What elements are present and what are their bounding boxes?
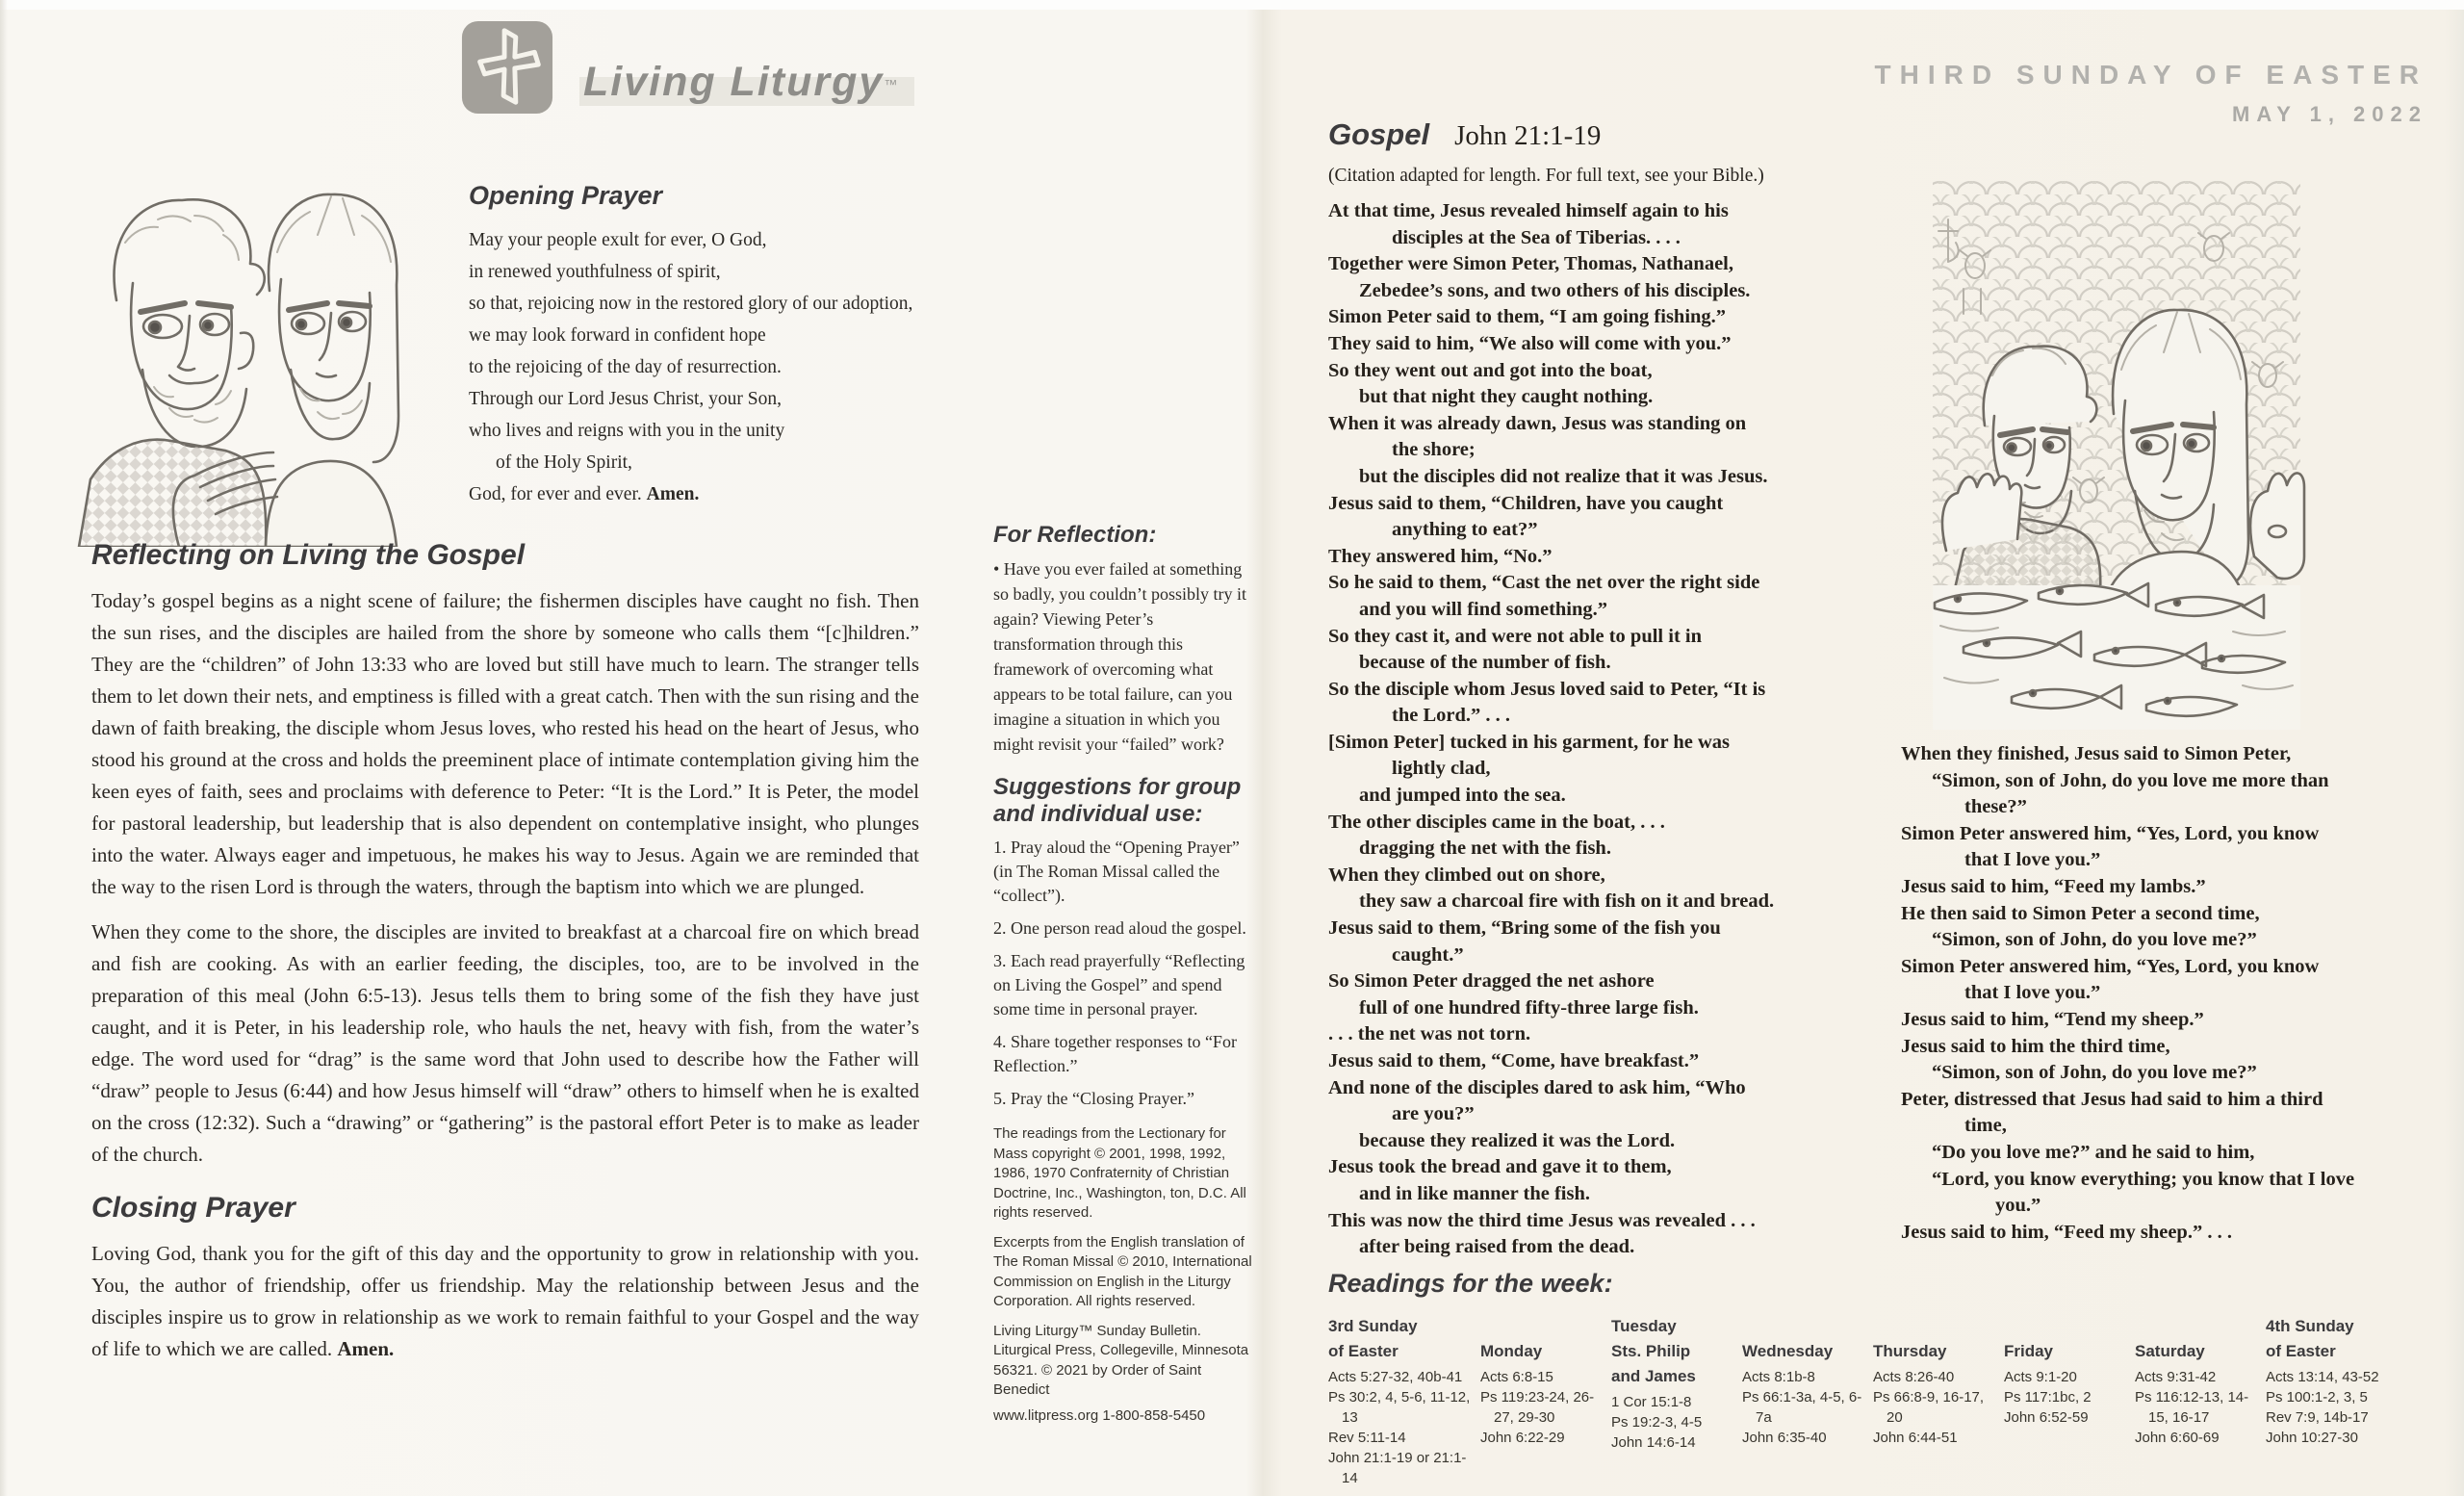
readings-column: [1742, 1314, 1865, 1448]
gline: “Lord, you know everything; you know that I love: [1932, 1168, 2355, 1190]
scripture-reference: Ps 100:1-2, 3, 5: [2266, 1389, 2368, 1406]
gline: Jesus said to him the third time,: [1901, 1035, 2170, 1057]
gline: caught.”: [1392, 943, 1464, 966]
suggestions-list: [993, 836, 1255, 1111]
readings-column: [1611, 1314, 1734, 1453]
readings-day-title: Friday: [2004, 1342, 2054, 1360]
gospel-heading-row: [1328, 117, 1891, 152]
gline: lightly clad,: [1392, 758, 1491, 780]
opening-prayer-heading: Opening Prayer: [469, 181, 663, 210]
gline: Jesus said to him, “Feed my lambs.”: [1901, 875, 2206, 897]
left-main-column: [91, 539, 919, 1379]
readings-columns: [1328, 1314, 2430, 1488]
scripture-reference: Acts 9:1-20: [2004, 1369, 2077, 1385]
gline: So they went out and got into the boat,: [1328, 359, 1653, 381]
pline: of the Holy Spirit,: [496, 452, 632, 473]
gline: So Simon Peter dragged the net ashore: [1328, 970, 1655, 993]
gline: anything to eat?”: [1392, 519, 1538, 541]
gline: This was now the third time Jesus was revealed . . .: [1328, 1209, 1756, 1231]
gline: these?”: [1964, 796, 2027, 818]
mid-item: 2. One person read aloud the gospel.: [993, 918, 1246, 938]
closing-prayer-amen: Amen.: [337, 1337, 395, 1360]
gline: . . . the net was not torn.: [1328, 1023, 1531, 1045]
gline: “Simon, son of John, do you love me?”: [1932, 929, 2257, 951]
brand-wordmark-text: Living Liturgy: [583, 59, 885, 105]
credit: Excerpts from the English translation of The Roman Missal © 2010, International Commission on English in the Liturgy Corporation. All rights reserved.: [993, 1233, 1252, 1309]
opening-prayer-section: [469, 181, 1046, 510]
scripture-reference: Acts 8:1b-8: [1742, 1369, 1815, 1385]
readings-column: [2004, 1314, 2127, 1428]
gline: They said to him, “We also will come with you.”: [1328, 332, 1732, 354]
scripture-reference: 1 Cor 15:1-8: [1611, 1394, 1692, 1410]
scripture-reference: John 6:22-29: [1480, 1430, 1565, 1446]
scripture-reference: Rev 5:11-14: [1328, 1430, 1406, 1446]
mid-item: 1. Pray aloud the “Opening Prayer” (in The Roman Missal called the “collect”).: [993, 838, 1240, 905]
pline: to the rejoicing of the day of resurrection.: [469, 357, 782, 377]
gline: the shore;: [1392, 439, 1476, 461]
gline: Simon Peter answered him, “Yes, Lord, you know: [1901, 955, 2320, 977]
gline: So they cast it, and were not able to pull it in: [1328, 625, 1702, 647]
gline: When they finished, Jesus said to Simon Peter,: [1901, 743, 2292, 764]
living-liturgy-brand: [460, 19, 914, 116]
pline: we may look forward in confident hope: [469, 325, 766, 346]
gline: At that time, Jesus revealed himself again to his: [1328, 200, 1729, 221]
gline: “Do you love me?” and he said to him,: [1932, 1141, 2255, 1163]
gline: When it was already dawn, Jesus was standing on: [1328, 412, 1747, 434]
reflecting-heading: Reflecting on Living the Gospel: [91, 539, 526, 571]
scripture-reference: Ps 116:12-13, 14-15, 16-17: [2135, 1389, 2249, 1426]
gline: Jesus took the bread and gave it to them,: [1328, 1156, 1672, 1178]
gline: When they climbed out on shore,: [1328, 864, 1605, 886]
closing-prayer-heading: Closing Prayer: [91, 1192, 295, 1224]
gline: the Lord.” . . .: [1392, 705, 1510, 727]
brand-wordmark: [579, 59, 914, 116]
readings-day-title: 4th Sunday of Easter: [2266, 1317, 2354, 1360]
gline: you.”: [1995, 1195, 2041, 1217]
gline: time,: [1964, 1115, 2007, 1137]
scripture-reference: Acts 5:27-32, 40b-41: [1328, 1369, 1463, 1385]
gline: that I love you.”: [1964, 849, 2101, 871]
mid-item: 3. Each read prayerfully “Reflecting on Living the Gospel” and spend some time in personal prayer.: [993, 951, 1245, 1019]
closing-prayer-text: [91, 1238, 919, 1365]
scripture-reference: Ps 19:2-3, 4-5: [1611, 1414, 1703, 1431]
scripture-reference: Acts 8:26-40: [1873, 1369, 1955, 1385]
gline: “Simon, son of John, do you love me more than: [1932, 769, 2329, 791]
readings-day-title: Thursday: [1873, 1342, 1947, 1360]
credit: The readings from the Lectionary for Mass copyright © 2001, 1998, 1992, 1986, 1970 Confraternity of Christian Doctrine, Inc., Washington, ton, D.C. All rights reserved.: [993, 1125, 1246, 1221]
scripture-reference: Acts 6:8-15: [1480, 1369, 1553, 1385]
gline: disciples at the Sea of Tiberias. . . .: [1392, 226, 1681, 248]
scripture-reference: Acts 13:14, 43-52: [2266, 1369, 2379, 1385]
reflecting-paragraph-2: When they come to the shore, the disciples are invited to breakfast at a charcoal fire on which bread and fish are cooking. As with an earlier feeding, the disciples, too, are to be involved in the preparation of this meal (John 6:5-13). Jesus tells them to bring some of the fish they have just caught, and it is Peter, in his leadership role, who hauls the net, heavy with fish, from the water’s edge. The word used for “drag” is the same word that John used to describe how the Father will “draw” people to Jesus (6:44) and how Jesus himself will “draw” others to himself when he is exalted on the cross (12:32). Such a “drawing” or “gathering” is the pastoral effort Peter is to make as leader of the church.: [91, 920, 919, 1166]
cross-logo-icon: [460, 19, 554, 116]
gline: So he said to them, “Cast the net over the right side: [1328, 572, 1760, 594]
scripture-reference: John 10:27-30: [2266, 1430, 2358, 1446]
scripture-reference: Ps 66:1-3a, 4-5, 6-7a: [1742, 1389, 1862, 1426]
readings-heading: Readings for the week:: [1328, 1269, 1613, 1298]
sunday-date: MAY 1, 2022: [2232, 102, 2427, 126]
gline: Jesus said to them, “Come, have breakfast.”: [1328, 1050, 1700, 1071]
credit: www.litpress.org 1-800-858-5450: [993, 1406, 1206, 1424]
pline: who lives and reigns with you in the unity: [469, 421, 785, 441]
gline: Jesus said to him, “Tend my sheep.”: [1901, 1008, 2204, 1030]
gline: Simon Peter said to them, “I am going fishing.”: [1328, 306, 1727, 328]
gline: after being raised from the dead.: [1359, 1236, 1635, 1258]
masthead: [1875, 60, 2428, 127]
copyright-credits: [993, 1124, 1255, 1426]
readings-column: [1873, 1314, 1996, 1448]
gline: but that night they caught nothing.: [1359, 386, 1654, 408]
for-reflection-text: • Have you ever failed at something so badly, you couldn’t possibly try it again? Viewing Peter’s transformation through this framework of overcoming what appears to be total failure, can you imagine a situation in which you might revisit your “failed” work?: [993, 559, 1246, 754]
gline: dragging the net with the fish.: [1359, 838, 1611, 860]
gospel-citation-note: (Citation adapted for length. For full text, see your Bible.): [1328, 166, 1764, 186]
gline: that I love you.”: [1964, 982, 2101, 1004]
gline: they saw a charcoal fire with fish on it and bread.: [1359, 890, 1775, 913]
gline: Peter, distressed that Jesus had said to him a third: [1901, 1088, 2323, 1110]
gline: are you?”: [1392, 1103, 1475, 1125]
opening-prayer-lines: [469, 224, 1046, 510]
gline: Jesus said to him, “Feed my sheep.” . . .: [1901, 1221, 2232, 1243]
readings-column: [1328, 1314, 1473, 1488]
readings-day-title: Saturday: [2135, 1342, 2205, 1360]
trademark-symbol: ™: [884, 76, 898, 92]
readings-column: [2135, 1314, 2258, 1448]
scripture-reference: Ps 119:23-24, 26-27, 29-30: [1480, 1389, 1595, 1426]
gospel-section: [1328, 117, 1891, 1261]
mid-item: 5. Pray the “Closing Prayer.”: [993, 1089, 1194, 1108]
scripture-reference: Ps 30:2, 4, 5-6, 11-12, 13: [1328, 1389, 1471, 1426]
scripture-reference: Ps 66:8-9, 16-17, 20: [1873, 1389, 1985, 1426]
for-reflection-heading: For Reflection:: [993, 522, 1157, 548]
pline: God, for ever and ever. Amen.: [469, 484, 700, 504]
closing-prayer-body: Loving God, thank you for the gift of this day and the opportunity to grow in relationship with you. You, the author of friendship, offer us friendship. May the relationship between Jesus and the disciples inspire us to grow in relationship as we work to remain faithful to your Gospel and the way of life to which we are called.: [91, 1242, 919, 1360]
readings-day-title: Monday: [1480, 1342, 1543, 1360]
scripture-reference: John 6:60-69: [2135, 1430, 2220, 1446]
scripture-reference: John 6:44-51: [1873, 1430, 1958, 1446]
pline: in renewed youthfulness of spirit,: [469, 262, 721, 282]
gline: Jesus said to them, “Children, have you caught: [1328, 492, 1724, 514]
scripture-reference: Rev 7:9, 14b-17: [2266, 1409, 2369, 1426]
gline: and jumped into the sea.: [1359, 785, 1566, 807]
sunday-title: THIRD SUNDAY OF EASTER: [1874, 60, 2427, 90]
gline: [Simon Peter] tucked in his garment, for he was: [1328, 731, 1730, 753]
suggestions-heading: Suggestions for group and individual use:: [993, 774, 1242, 827]
gline: because they realized it was the Lord.: [1359, 1129, 1676, 1151]
gline: Jesus said to them, “Bring some of the fish you: [1328, 917, 1721, 940]
gospel-continued-column: [1901, 741, 2442, 1246]
scripture-reference: John 6:52-59: [2004, 1409, 2089, 1426]
pline: Through our Lord Jesus Christ, your Son,: [469, 389, 782, 409]
gline: because of the number of fish.: [1359, 652, 1611, 674]
middle-sidebar-column: [993, 522, 1255, 1435]
gline: but the disciples did not realize that it was Jesus.: [1359, 465, 1768, 487]
peter-and-jesus-faces-illustration: [25, 127, 460, 547]
gline: They answered him, “No.”: [1328, 545, 1553, 567]
gospel-lines: [1328, 198, 1891, 1261]
scripture-reference: John 6:35-40: [1742, 1430, 1827, 1446]
scripture-reference: Ps 117:1bc, 2: [2004, 1389, 2092, 1406]
scripture-reference: John 14:6-14: [1611, 1434, 1696, 1451]
gline: Simon Peter answered him, “Yes, Lord, you know: [1901, 822, 2320, 844]
scripture-reference: Acts 9:31-42: [2135, 1369, 2217, 1385]
gospel-reference: John 21:1-19: [1454, 120, 1602, 151]
readings-column: [1480, 1314, 1604, 1448]
readings-day-title: Wednesday: [1742, 1342, 1834, 1360]
scripture-reference: John 21:1-19 or 21:1-14: [1328, 1450, 1467, 1486]
reflecting-paragraph-1: Today’s gospel begins as a night scene of failure; the fishermen disciples have caught no fish. Then the sun rises, and the disciples are hailed from the shore by someone who calls them “[c]hildren.” They are the “children” of John 13:33 who are loved but still have much to learn. The stranger tells them to let down their nets, and emptiness is filled with a great catch. Then with the sun rising and the dawn of faith breaking, the disciple whom Jesus loves, who rested his head on the heart of Jesus, who stood his ground at the cross and holds the preeminent place of intimate contemplation giving him the keen eyes of faith, sees and proclaims with deference to Peter: “It is the Lord.” It is Peter, the model for pastoral leadership, but leadership that is also dependent on contemplative insight, who plunges into the water. Always eager and impetuous, he makes his way to Jesus. Again we are reminded that the way to the risen Lord is through the waters, through the baptism into which we are plunged.: [91, 589, 919, 898]
readings-column: [2266, 1314, 2408, 1448]
jesus-and-peter-sheep-fish-illustration: [1925, 173, 2308, 737]
readings-for-week-section: [1328, 1269, 2430, 1488]
gline: and you will find something.”: [1359, 598, 1608, 620]
gline: Zebedee’s sons, and two others of his disciples.: [1359, 279, 1751, 301]
gline: And none of the disciples dared to ask him, “Who: [1328, 1076, 1746, 1098]
gline: Together were Simon Peter, Thomas, Nathanael,: [1328, 253, 1734, 275]
gline: and in like manner the fish.: [1359, 1182, 1590, 1204]
gline: full of one hundred fifty-three large fish.: [1359, 996, 1699, 1019]
pline: so that, rejoicing now in the restored glory of our adoption,: [469, 294, 913, 314]
mid-item: 4. Share together responses to “For Reflection.”: [993, 1032, 1237, 1075]
gline: He then said to Simon Peter a second time,: [1901, 902, 2260, 924]
gospel-label: Gospel: [1328, 117, 1430, 151]
pline: May your people exult for ever, O God,: [469, 230, 767, 250]
gline: So the disciple whom Jesus loved said to Peter, “It is: [1328, 678, 1766, 700]
credit: Living Liturgy™ Sunday Bulletin. Liturgical Press, Collegeville, Minnesota 56321. © 2021 by Order of Saint Benedict: [993, 1322, 1249, 1398]
gline: The other disciples came in the boat, . . .: [1328, 811, 1665, 833]
readings-day-title: Tuesday Sts. Philip and James: [1611, 1317, 1696, 1385]
readings-day-title: 3rd Sunday of Easter: [1328, 1317, 1418, 1360]
gline: “Simon, son of John, do you love me?”: [1932, 1062, 2257, 1084]
